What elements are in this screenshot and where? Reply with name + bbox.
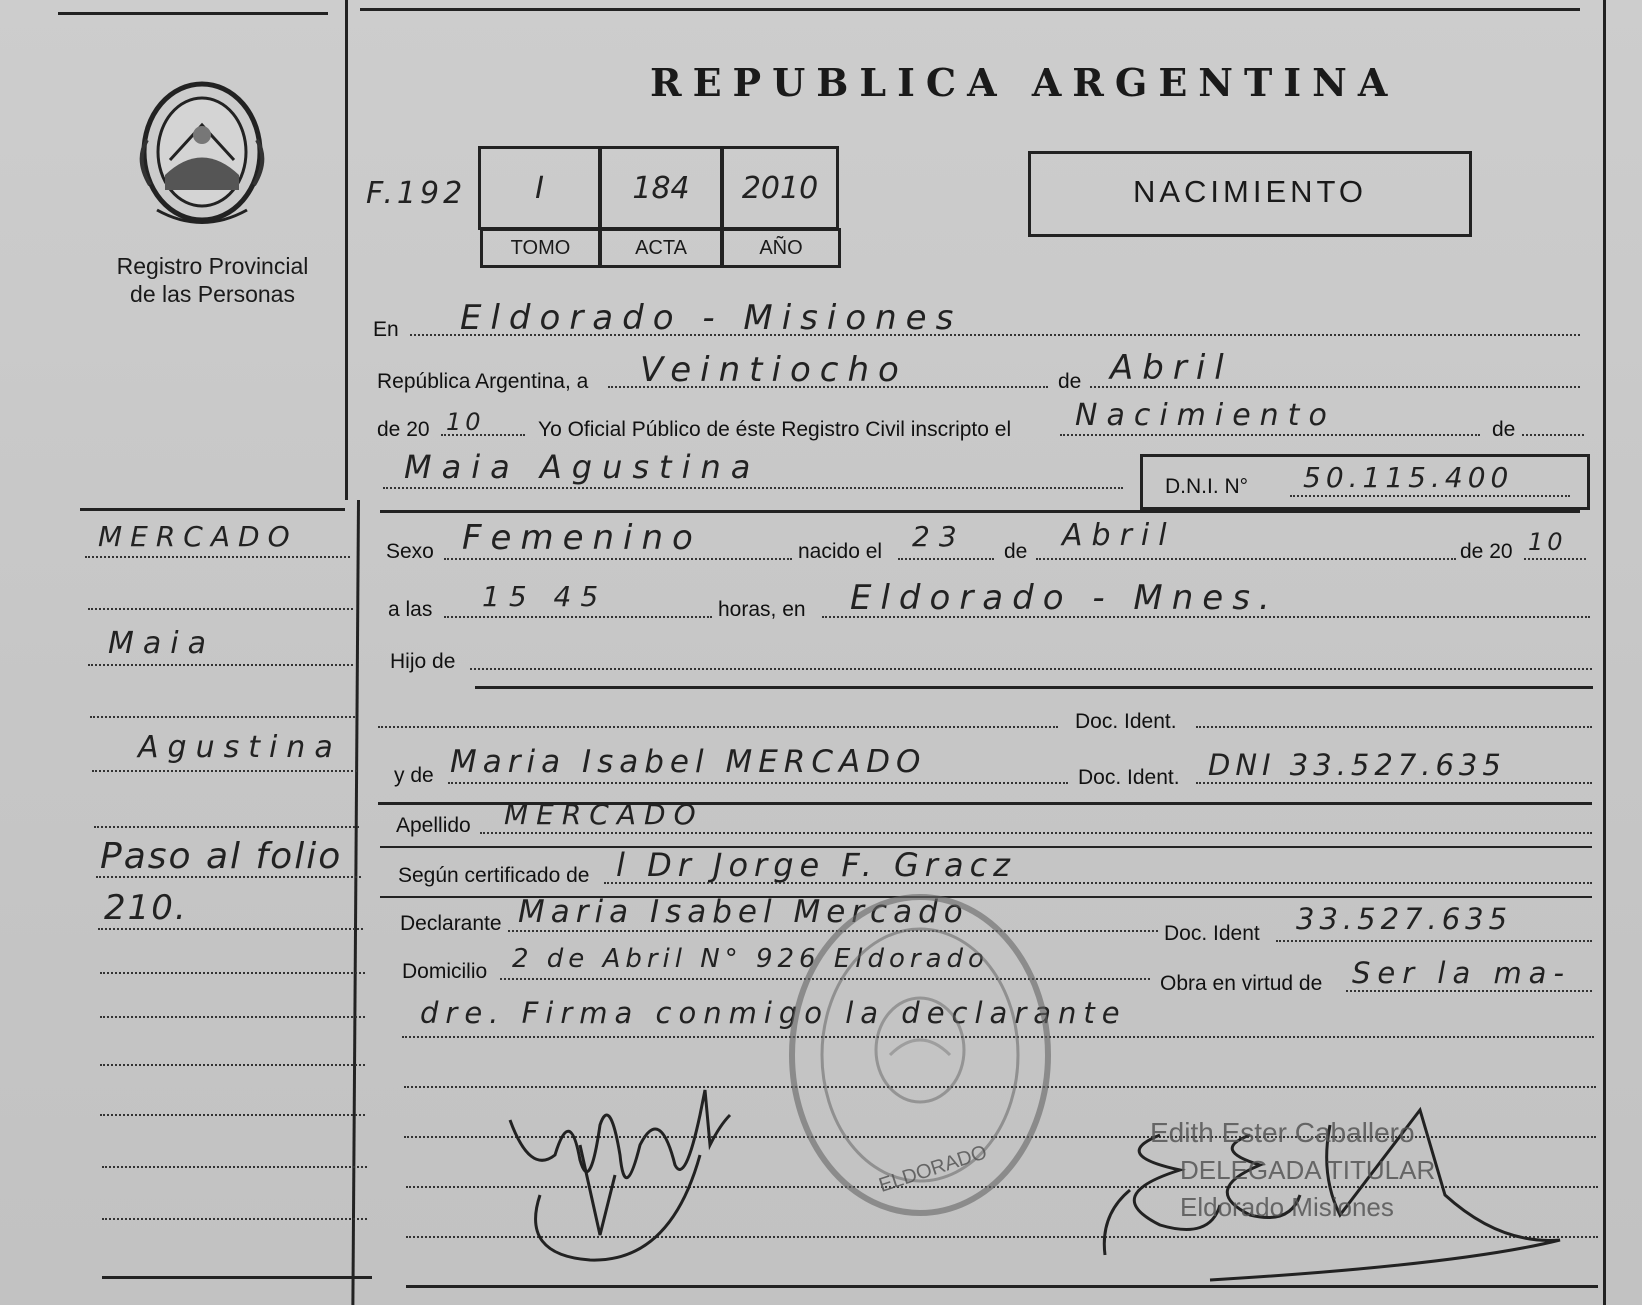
obra-line — [1346, 990, 1592, 992]
mother-name: Maria Isabel MERCADO — [450, 744, 927, 780]
sexo-value: Femenino — [462, 518, 702, 558]
birth-year-suffix: 10 — [1528, 528, 1567, 556]
page-title: REPUBLICA ARGENTINA — [650, 60, 1399, 105]
month-value: Abril — [1110, 348, 1233, 388]
left-line-11 — [100, 1064, 365, 1066]
father-line — [378, 726, 1058, 728]
acta-value: 184 — [632, 171, 690, 206]
de-label-3: de — [1004, 540, 1028, 563]
child-name: Maia Agustina — [404, 448, 761, 486]
dni-box — [1140, 454, 1590, 510]
inscripto-line — [1060, 434, 1480, 436]
left-surname: MERCADO — [98, 520, 298, 553]
anio-value: 2010 — [741, 171, 819, 206]
registry-name — [90, 252, 335, 308]
column-divider-bottom — [351, 500, 360, 1305]
registry-name-line2: de las Personas — [130, 281, 295, 307]
doc-ident-label-2: Doc. Ident. — [1078, 766, 1180, 789]
left-line-5 — [92, 770, 357, 772]
sexo-line — [444, 558, 792, 560]
left-line-3 — [88, 664, 353, 666]
right-border — [1603, 0, 1606, 1305]
registry-name-line1: Registro Provincial — [116, 253, 309, 279]
birth-day-line — [898, 558, 994, 560]
act-type: NACIMIENTO — [1132, 174, 1368, 209]
left-line-1 — [85, 556, 350, 558]
declarante-doc: 33.527.635 — [1296, 902, 1513, 936]
anio-label-cell — [721, 228, 841, 268]
official-title: DELEGADA TITULAR — [1180, 1155, 1436, 1185]
oficial-label: Yo Oficial Público de éste Registro Civil inscripto el — [538, 418, 1012, 441]
coat-of-arms-icon — [135, 80, 270, 230]
yde-label: y de — [394, 764, 434, 787]
left-first-name: Maia — [108, 626, 215, 661]
left-middle-name: Agustina — [138, 730, 342, 765]
domicilio-value: 2 de Abril N° 926 Eldorado — [512, 944, 989, 974]
left-line-7 — [96, 876, 361, 878]
tomo-label-cell — [480, 228, 601, 268]
de-label-2: de — [1492, 418, 1516, 441]
declarante-label: Declarante — [400, 912, 502, 935]
place-value: Eldorado - Misiones — [460, 298, 963, 338]
birth-place-value: Eldorado - Mnes. — [850, 578, 1279, 618]
left-bottom-rule — [102, 1276, 372, 1279]
seal-center-text: ELDORADO — [876, 1141, 990, 1197]
declarante-value: Maria Isabel Mercado — [518, 894, 969, 930]
doc-ident-label-1: Doc. Ident. — [1075, 710, 1177, 733]
birth-day-value: 23 — [912, 520, 966, 553]
apellido-value: MERCADO — [504, 798, 704, 831]
provincia-misiones-seal — [135, 80, 270, 230]
tomo-cell — [478, 146, 601, 230]
birth-year-prefix: de 20 — [1460, 540, 1513, 563]
declarante-doc-line — [1276, 940, 1592, 942]
certificado-label: Según certificado de — [398, 864, 590, 887]
birth-month-line — [1036, 558, 1456, 560]
bottom-rule — [406, 1285, 1598, 1288]
tomo-label: TOMO — [510, 237, 571, 259]
republica-label: República Argentina, a — [377, 370, 589, 393]
left-line-6 — [94, 826, 359, 828]
dni-value: 50.115.400 — [1303, 461, 1514, 494]
left-column-rule — [80, 508, 345, 511]
year-suffix: 10 — [446, 408, 485, 436]
tomo-value: I — [535, 171, 544, 206]
left-line-8 — [98, 928, 363, 930]
hijo-label: Hijo de — [390, 650, 456, 673]
left-line-2 — [88, 608, 353, 610]
de-line-2 — [1522, 434, 1584, 436]
acta-cell — [599, 146, 723, 230]
de-label-1: de — [1058, 370, 1082, 393]
column-divider-top — [345, 0, 348, 500]
mother-doc-line — [1196, 782, 1592, 784]
alas-label: a las — [388, 598, 433, 621]
time-line — [444, 616, 712, 618]
certificado-value: l Dr Jorge F. Gracz — [616, 846, 1016, 884]
sexo-label: Sexo — [386, 540, 434, 563]
dni-label: D.N.I. N° — [1165, 475, 1249, 498]
top-rule-right — [360, 8, 1580, 11]
domicilio-label: Domicilio — [402, 960, 488, 983]
left-line-9 — [100, 972, 365, 974]
left-note-line2: 210. — [104, 888, 188, 928]
day-value: Veintiocho — [640, 350, 908, 390]
folio-note: F.192 — [366, 176, 467, 211]
time-value: 15 45 — [482, 580, 608, 613]
section-rule-1 — [380, 510, 1580, 513]
official-name: Edith Ester Caballero — [1150, 1117, 1415, 1148]
continuation-text: dre. Firma conmigo la declarante — [420, 996, 1127, 1030]
mother-line — [448, 782, 1068, 784]
section-rule-2 — [475, 686, 1593, 689]
birth-year-line — [1524, 558, 1586, 560]
acta-label: ACTA — [635, 237, 687, 259]
acta-label-cell — [599, 228, 723, 268]
anio-cell — [721, 146, 839, 230]
year-prefix: de 20 — [377, 418, 430, 441]
left-line-14 — [102, 1218, 367, 1220]
left-note-line1: Paso al folio — [100, 836, 343, 877]
left-line-4 — [90, 716, 355, 718]
left-line-13 — [102, 1166, 367, 1168]
doc-ident-label-3: Doc. Ident — [1164, 922, 1260, 945]
father-doc-line — [1196, 726, 1592, 728]
top-rule-left — [58, 12, 328, 15]
birth-month-value: Abril — [1062, 518, 1176, 553]
obra-value: Ser la ma- — [1352, 956, 1571, 990]
en-label: En — [373, 318, 399, 341]
inscripto-value: Nacimiento — [1075, 398, 1336, 433]
declarant-signature — [500, 1085, 740, 1265]
apellido-line — [480, 832, 1592, 834]
apellido-label: Apellido — [396, 814, 471, 837]
mother-doc: DNI 33.527.635 — [1208, 748, 1506, 782]
official-signature — [1100, 1095, 1580, 1285]
child-name-line — [383, 487, 1123, 489]
left-line-10 — [100, 1016, 365, 1018]
dni-line — [1290, 495, 1570, 497]
nacido-label: nacido el — [798, 540, 883, 563]
official-location: Eldorado Misiones — [1180, 1192, 1394, 1222]
anio-label: AÑO — [759, 237, 803, 259]
act-type-box — [1028, 151, 1472, 237]
declarant-signature-icon — [500, 1085, 740, 1265]
left-line-12 — [100, 1114, 365, 1116]
obra-label: Obra en virtud de — [1160, 972, 1323, 995]
official-seal — [785, 890, 1055, 1220]
horas-label: horas, en — [718, 598, 806, 621]
hijo-line — [470, 668, 1592, 670]
